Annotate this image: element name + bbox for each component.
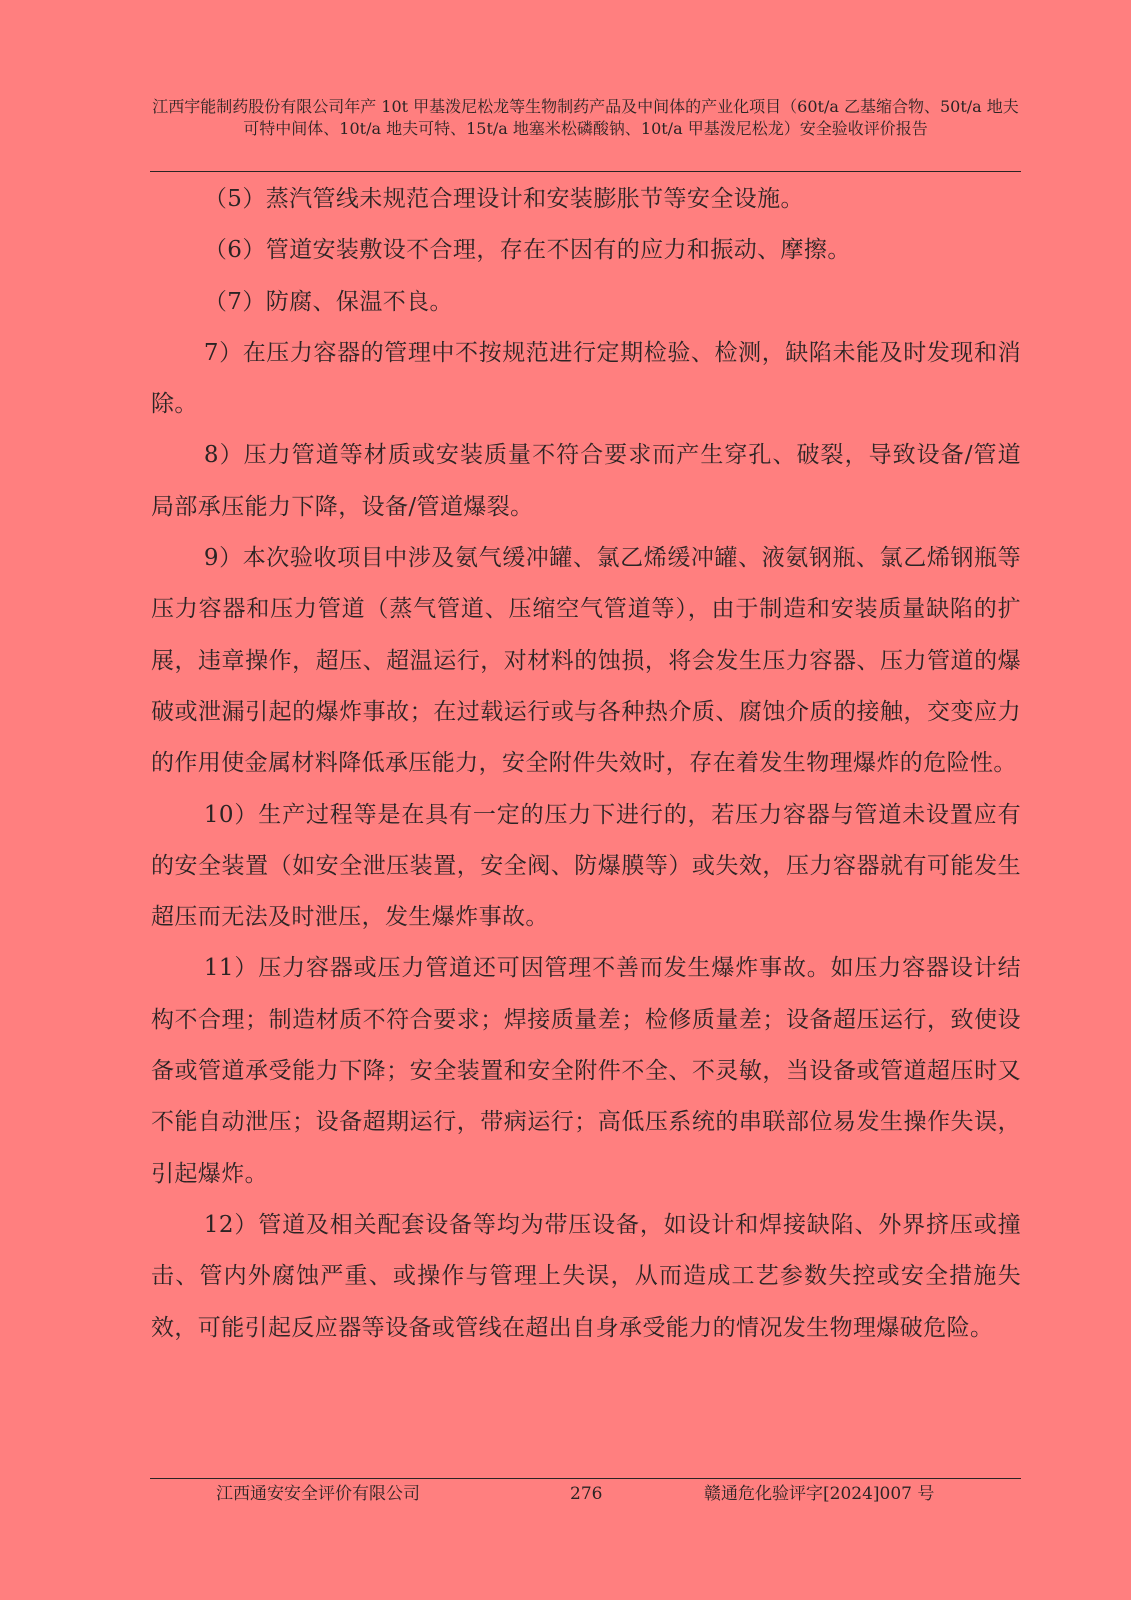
header-divider (150, 171, 1021, 172)
page-number: 276 (570, 1484, 603, 1504)
body-paragraph: 12）管道及相关配套设备等均为带压设备，如设计和焊接缺陷、外界挤压或撞击、管内外腐蚀严重、或操作与管理上失误，从而造成工艺参数失控或安全措施失效，可能引起反应器等设备或管线在超出自身承受能力的情况发生物理爆破危险。 (151, 1211, 1021, 1341)
body-paragraph: （6）管道安装敷设不合理，存在不因有的应力和振动、摩擦。 (203, 237, 851, 264)
body-paragraph: 11）压力容器或压力管道还可因管理不善而发生爆炸事故。如压力容器设计结构不合理；制造材质不符合要求；焊接质量差；检修质量差；设备超压运行，致使设备或管道承受能力下降；安全装置和安全附件不全、不灵敏，当设备或管道超压时又不能自动泄压；设备超期运行，带病运行；高低压系统的串联部位易发生操作失误，引起爆炸。 (151, 955, 1021, 1187)
footer-divider (150, 1478, 1021, 1479)
body-paragraph: （5）蒸汽管线未规范合理设计和安装膨胀节等安全设施。 (203, 186, 804, 212)
body-paragraph: 8）压力管道等材质或安装质量不符合要求而产生穿孔、破裂，导致设备/管道局部承压能力下降，设备/管道爆裂。 (151, 442, 1021, 520)
body-paragraph: 10）生产过程等是在具有一定的压力下进行的，若压力容器与管道未设置应有的安全装置（如安全泄压装置，安全阀、防爆膜等）或失效，压力容器就有可能发生超压而无法及时泄压，发生爆炸事故。 (151, 801, 1021, 931)
footer-company: 江西通安安全评价有限公司 (216, 1484, 420, 1504)
document-code: 赣通危化验评字[2024]007 号 (704, 1484, 935, 1504)
body-paragraph: 9）本次验收项目中涉及氨气缓冲罐、氯乙烯缓冲罐、液氨钢瓶、氯乙烯钢瓶等压力容器和压力管道（蒸气管道、压缩空气管道等），由于制造和安装质量缺陷的扩展，违章操作，超压、超温运行，对材料的蚀损，将会发生压力容器、压力管道的爆破或泄漏引起的爆炸事故；在过载运行或与各种热介质、腐蚀介质的接触，交变应力的作用使金属材料降低承压能力，安全附件失效时，存在着发生物理爆炸的危险性。 (151, 545, 1021, 777)
body-paragraph: 7）在压力容器的管理中不按规范进行定期检验、检测，缺陷未能及时发现和消除。 (151, 339, 1021, 418)
body-paragraph: （7）防腐、保温不良。 (203, 288, 453, 315)
page-header-title: 江西宇能制药股份有限公司年产 10t 甲基泼尼松龙等生物制药产品及中间体的产业化项目（60t/a 乙基缩合物、50t/a 地夫可特中间体、10t/a 地夫可特、15t/a 地塞米松磷酸钠、10t/a 甲基泼尼松龙）安全验收评价报告 (152, 97, 1019, 138)
document-body (151, 174, 1021, 1354)
